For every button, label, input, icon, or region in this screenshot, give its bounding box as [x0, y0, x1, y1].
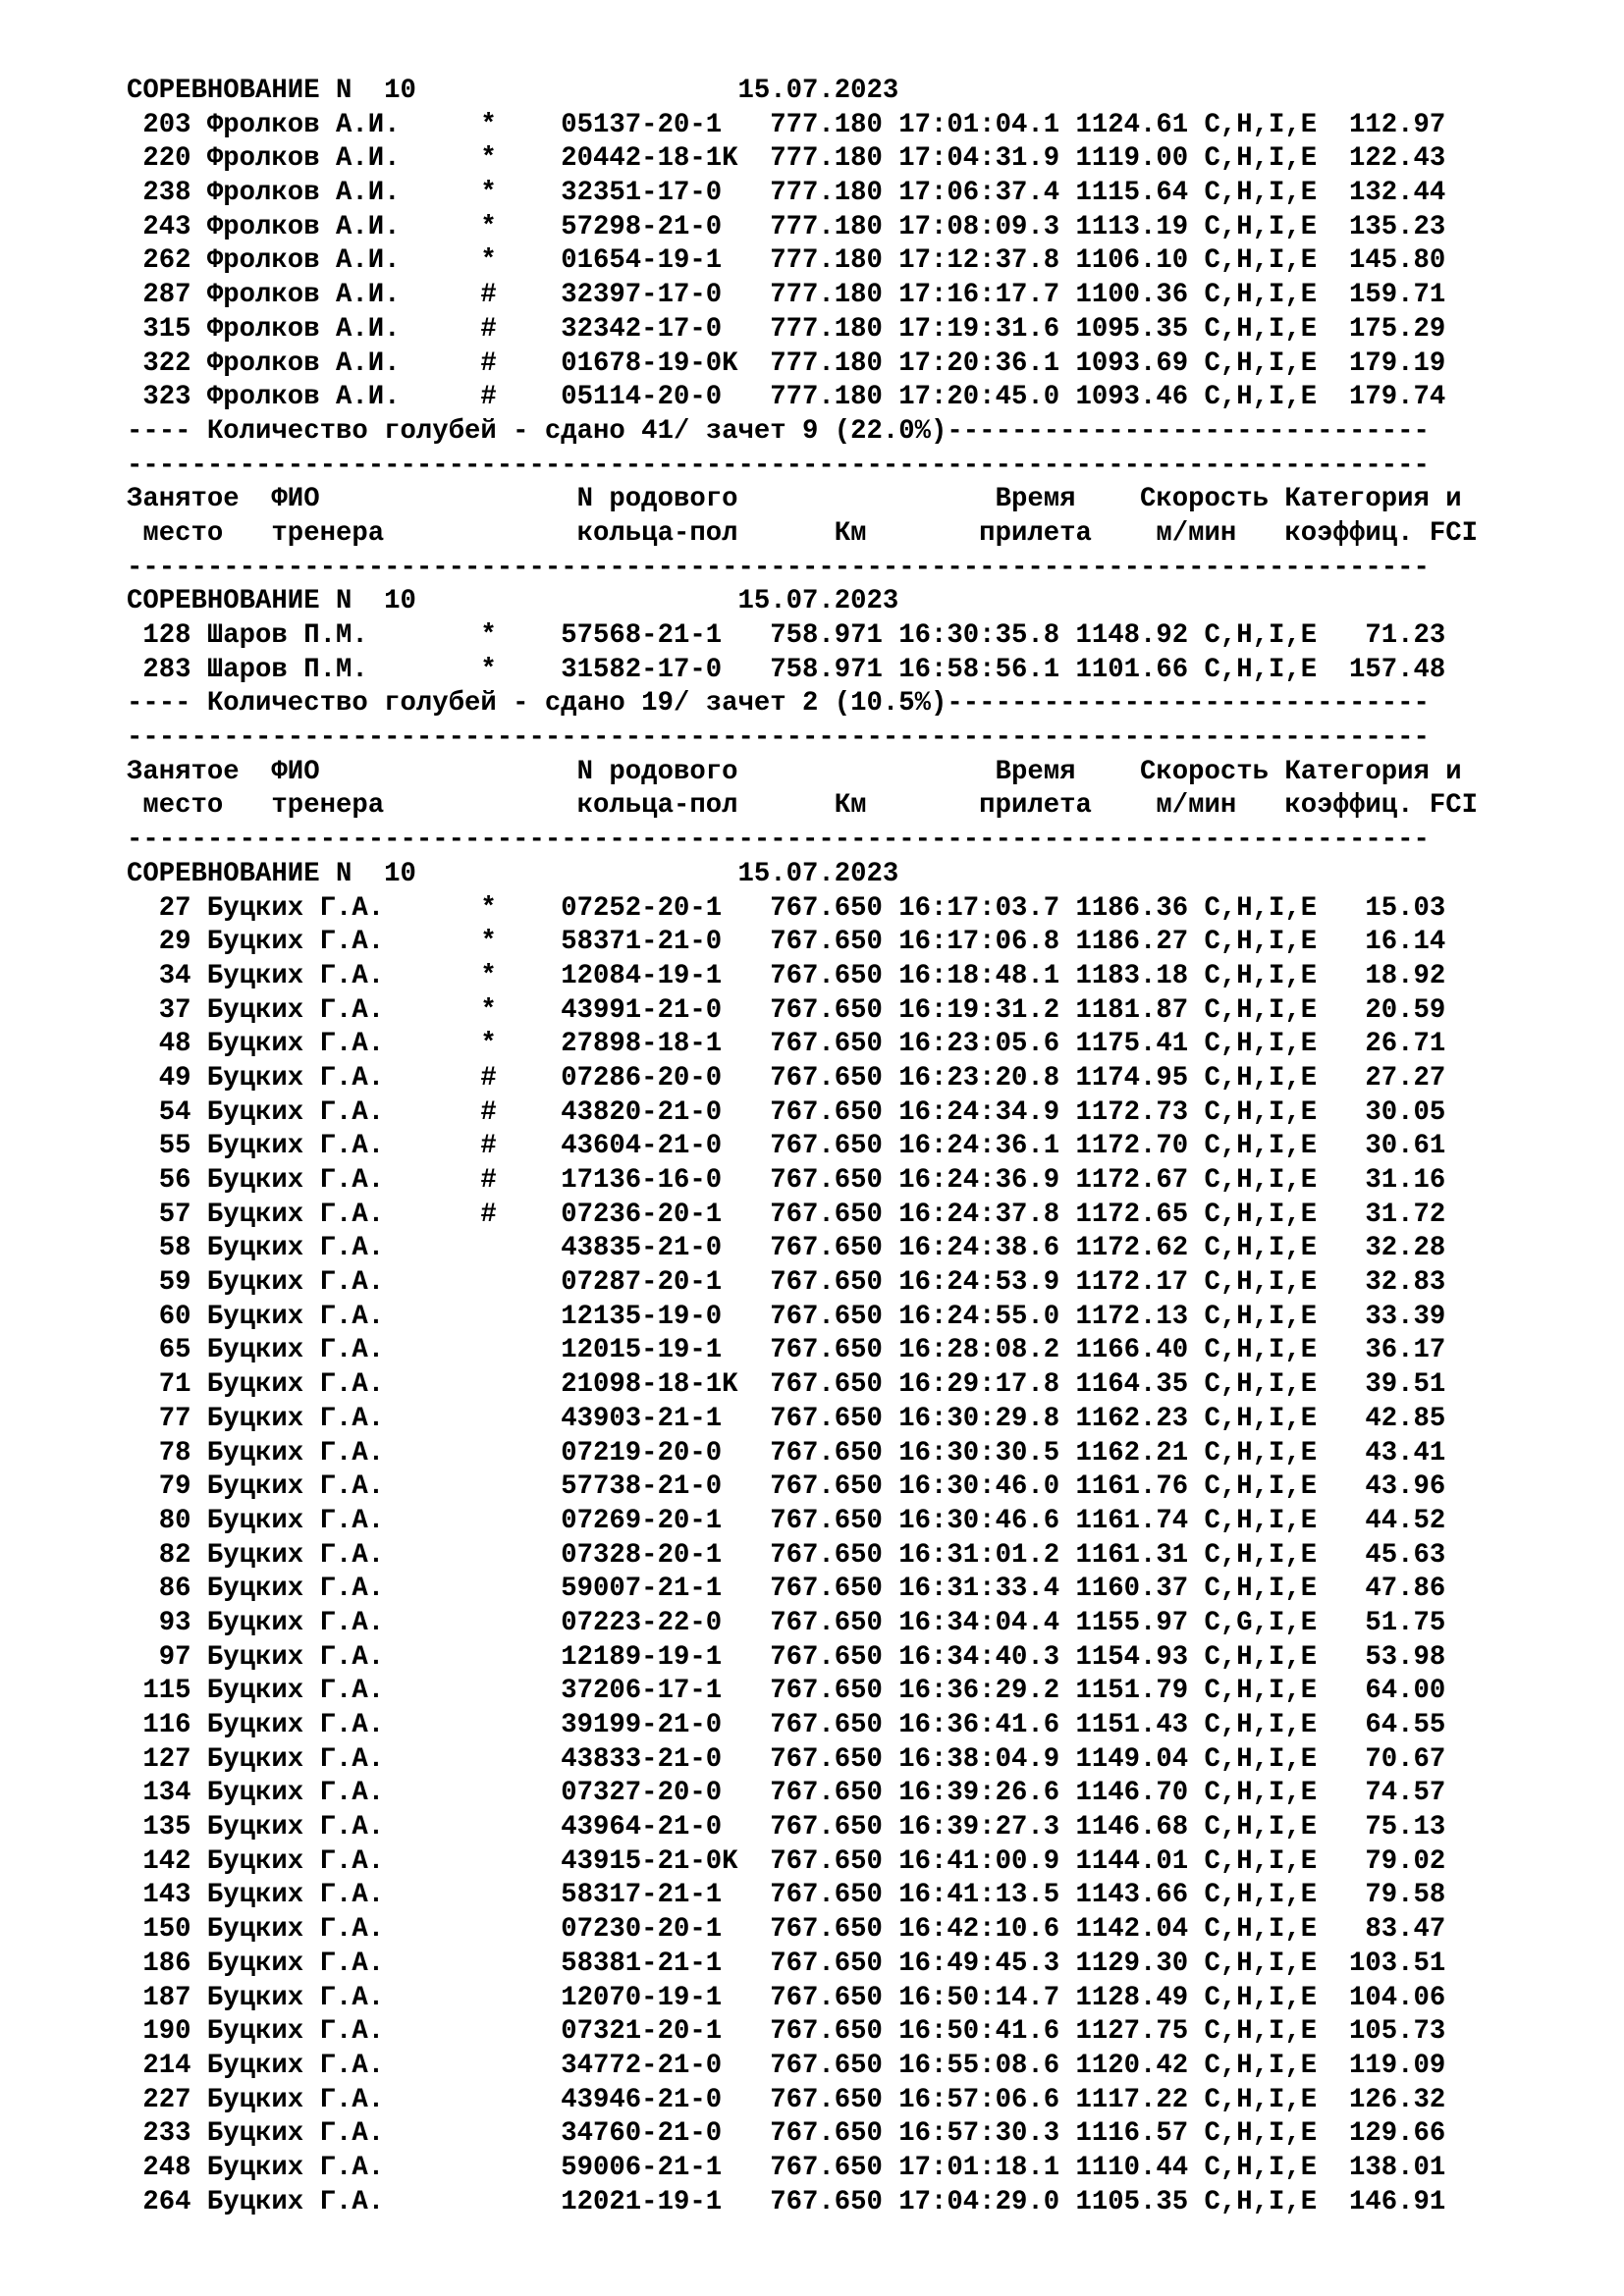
result-row: 86 Буцких Г.А. 59007-21-1 767.650 16:31:33.4 1160.37 C,H,I,E 47.86	[127, 1574, 1446, 1605]
result-row: 48 Буцких Г.А. * 27898-18-1 767.650 16:23:05.6 1175.41 C,H,I,E 26.71	[127, 1029, 1446, 1060]
result-row: 77 Буцких Г.А. 43903-21-1 767.650 16:30:29.8 1162.23 C,H,I,E 42.85	[127, 1403, 1446, 1434]
result-row: 80 Буцких Г.А. 07269-20-1 767.650 16:30:46.6 1161.74 C,H,I,E 44.52	[127, 1505, 1446, 1536]
result-row: 65 Буцких Г.А. 12015-19-1 767.650 16:28:08.2 1166.40 C,H,I,E 36.17	[127, 1335, 1446, 1366]
result-row: 57 Буцких Г.А. # 07236-20-1 767.650 16:24:37.8 1172.65 C,H,I,E 31.72	[127, 1199, 1446, 1230]
result-row: 248 Буцких Г.А. 59006-21-1 767.650 17:01:18.1 1110.44 C,H,I,E 138.01	[127, 2152, 1446, 2183]
result-row: 134 Буцких Г.А. 07327-20-0 767.650 16:39:26.6 1146.70 C,H,I,E 74.57	[127, 1778, 1446, 1809]
result-row: 190 Буцких Г.А. 07321-20-1 767.650 16:50:41.6 1127.75 C,H,I,E 105.73	[127, 2016, 1446, 2048]
result-row: 82 Буцких Г.А. 07328-20-1 767.650 16:31:01.2 1161.31 C,H,I,E 45.63	[127, 1539, 1446, 1571]
separator-line: ---------------------------------------------------------------------------------	[127, 552, 1430, 583]
result-row: 97 Буцких Г.А. 12189-19-1 767.650 16:34:40.3 1154.93 C,H,I,E 53.98	[127, 1641, 1446, 1673]
result-row: 238 Фролков А.И. * 32351-17-0 777.180 17:06:37.4 1115.64 C,H,I,E 132.44	[127, 178, 1446, 209]
result-row: 264 Буцких Г.А. 12021-19-1 767.650 17:04:29.0 1105.35 C,H,I,E 146.91	[127, 2186, 1446, 2217]
result-row: 93 Буцких Г.А. 07223-22-0 767.650 16:34:04.4 1155.97 C,G,I,E 51.75	[127, 1607, 1446, 1638]
result-row: 214 Буцких Г.А. 34772-21-0 767.650 16:55:08.6 1120.42 C,H,I,E 119.09	[127, 2050, 1446, 2081]
result-row: 49 Буцких Г.А. # 07286-20-0 767.650 16:23:20.8 1174.95 C,H,I,E 27.27	[127, 1062, 1446, 1094]
result-row: 287 Фролков А.И. # 32397-17-0 777.180 17:16:17.7 1100.36 C,H,I,E 159.71	[127, 280, 1446, 311]
result-row: 187 Буцких Г.А. 12070-19-1 767.650 16:50:14.7 1128.49 C,H,I,E 104.06	[127, 1982, 1446, 2013]
summary-line: ---- Количество голубей - сдано 41/ зачет 9 (22.0%)------------------------------	[127, 415, 1430, 447]
competition-header: СОРЕВНОВАНИЕ N 10 15.07.2023	[127, 586, 899, 617]
result-row: 143 Буцких Г.А. 58317-21-1 767.650 16:41:13.5 1143.66 C,H,I,E 79.58	[127, 1880, 1446, 1911]
result-row: 227 Буцких Г.А. 43946-21-0 767.650 16:57:06.6 1117.22 C,H,I,E 126.32	[127, 2084, 1446, 2115]
result-row: 220 Фролков А.И. * 20442-18-1K 777.180 17:04:31.9 1119.00 C,H,I,E 122.43	[127, 143, 1446, 175]
column-header: Занятое ФИО N родового Время Скорость Категория и	[127, 756, 1462, 787]
result-row: 323 Фролков А.И. # 05114-20-0 777.180 17:20:45.0 1093.46 C,H,I,E 179.74	[127, 382, 1446, 413]
result-row: 71 Буцких Г.А. 21098-18-1K 767.650 16:29:17.8 1164.35 C,H,I,E 39.51	[127, 1369, 1446, 1401]
result-row: 233 Буцких Г.А. 34760-21-0 767.650 16:57:30.3 1116.57 C,H,I,E 129.66	[127, 2118, 1446, 2150]
separator-line: ---------------------------------------------------------------------------------	[127, 722, 1430, 754]
result-row: 27 Буцких Г.А. * 07252-20-1 767.650 16:17:03.7 1186.36 C,H,I,E 15.03	[127, 892, 1446, 924]
result-row: 135 Буцких Г.А. 43964-21-0 767.650 16:39:27.3 1146.68 C,H,I,E 75.13	[127, 1812, 1446, 1843]
competition-header: СОРЕВНОВАНИЕ N 10 15.07.2023	[127, 76, 899, 106]
result-row: 203 Фролков А.И. * 05137-20-1 777.180 17:01:04.1 1124.61 C,H,I,E 112.97	[127, 109, 1446, 140]
result-row: 315 Фролков А.И. # 32342-17-0 777.180 17:19:31.6 1095.35 C,H,I,E 175.29	[127, 313, 1446, 345]
result-row: 243 Фролков А.И. * 57298-21-0 777.180 17:08:09.3 1113.19 C,H,I,E 135.23	[127, 211, 1446, 242]
result-row: 60 Буцких Г.А. 12135-19-0 767.650 16:24:55.0 1172.13 C,H,I,E 33.39	[127, 1301, 1446, 1332]
result-row: 186 Буцких Г.А. 58381-21-1 767.650 16:49:45.3 1129.30 C,H,I,E 103.51	[127, 1948, 1446, 1979]
result-row: 78 Буцких Г.А. 07219-20-0 767.650 16:30:30.5 1162.21 C,H,I,E 43.41	[127, 1437, 1446, 1468]
result-row: 115 Буцких Г.А. 37206-17-1 767.650 16:36:29.2 1151.79 C,H,I,E 64.00	[127, 1676, 1446, 1707]
result-row: 79 Буцких Г.А. 57738-21-0 767.650 16:30:46.0 1161.76 C,H,I,E 43.96	[127, 1471, 1446, 1503]
result-row: 128 Шаров П.М. * 57568-21-1 758.971 16:30:35.8 1148.92 C,H,I,E 71.23	[127, 620, 1446, 651]
separator-line: ---------------------------------------------------------------------------------	[127, 450, 1430, 481]
result-row: 54 Буцких Г.А. # 43820-21-0 767.650 16:24:34.9 1172.73 C,H,I,E 30.05	[127, 1096, 1446, 1128]
result-row: 262 Фролков А.И. * 01654-19-1 777.180 17:12:37.8 1106.10 C,H,I,E 145.80	[127, 245, 1446, 277]
competition-header: СОРЕВНОВАНИЕ N 10 15.07.2023	[127, 858, 899, 889]
result-row: 150 Буцких Г.А. 07230-20-1 767.650 16:42:10.6 1142.04 C,H,I,E 83.47	[127, 1914, 1446, 1946]
column-header: место тренера кольца-пол Км прилета м/мин коэффиц. FCI	[127, 790, 1478, 822]
result-row: 142 Буцких Г.А. 43915-21-0K 767.650 16:41:00.9 1144.01 C,H,I,E 79.02	[127, 1845, 1446, 1877]
result-row: 283 Шаров П.М. * 31582-17-0 758.971 16:58:56.1 1101.66 C,H,I,E 157.48	[127, 654, 1446, 685]
result-row: 56 Буцких Г.А. # 17136-16-0 767.650 16:24:36.9 1172.67 C,H,I,E 31.16	[127, 1165, 1446, 1196]
separator-line: ---------------------------------------------------------------------------------	[127, 825, 1430, 856]
column-header: Занятое ФИО N родового Время Скорость Категория и	[127, 484, 1462, 515]
result-row: 116 Буцких Г.А. 39199-21-0 767.650 16:36:41.6 1151.43 C,H,I,E 64.55	[127, 1710, 1446, 1740]
results-document	[127, 75, 1599, 2219]
result-row: 29 Буцких Г.А. * 58371-21-0 767.650 16:17:06.8 1186.27 C,H,I,E 16.14	[127, 927, 1446, 958]
result-row: 59 Буцких Г.А. 07287-20-1 767.650 16:24:53.9 1172.17 C,H,I,E 32.83	[127, 1267, 1446, 1299]
result-row: 34 Буцких Г.А. * 12084-19-1 767.650 16:18:48.1 1183.18 C,H,I,E 18.92	[127, 960, 1446, 991]
result-row: 322 Фролков А.И. # 01678-19-0K 777.180 17:20:36.1 1093.69 C,H,I,E 179.19	[127, 347, 1446, 379]
result-row: 58 Буцких Г.А. 43835-21-0 767.650 16:24:38.6 1172.62 C,H,I,E 32.28	[127, 1233, 1446, 1264]
column-header: место тренера кольца-пол Км прилета м/мин коэффиц. FCI	[127, 517, 1478, 549]
result-row: 127 Буцких Г.А. 43833-21-0 767.650 16:38:04.9 1149.04 C,H,I,E 70.67	[127, 1743, 1446, 1775]
result-row: 37 Буцких Г.А. * 43991-21-0 767.650 16:19:31.2 1181.87 C,H,I,E 20.59	[127, 994, 1446, 1026]
result-row: 55 Буцких Г.А. # 43604-21-0 767.650 16:24:36.1 1172.70 C,H,I,E 30.61	[127, 1131, 1446, 1162]
summary-line: ---- Количество голубей - сдано 19/ зачет 2 (10.5%)------------------------------	[127, 688, 1430, 720]
